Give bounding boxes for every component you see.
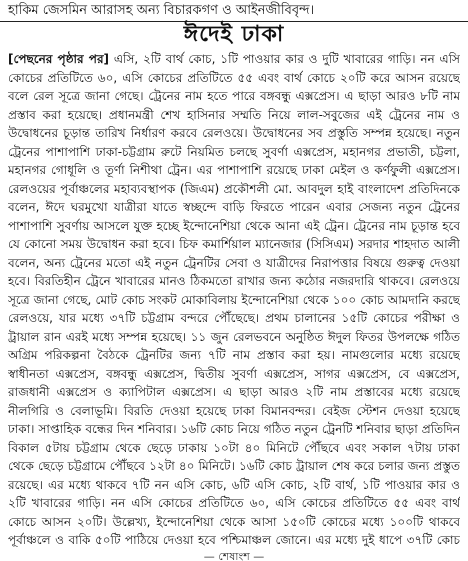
article-paragraph	[8, 50, 460, 550]
article-headline: ঈদেই ঢাকা	[183, 22, 285, 47]
article-text: এসি, ২টি বার্থ কোচ, ১টি পাওয়ার কার ও দুটি খাবারের গাড়ি। নন এসি কোচের প্রতিটিতে ৬০, এসি কোচের প্রতিটিতে ৫৫ এবং বার্থ কোচে ২০টি করে আসন রয়েছে বলে রেল সূত্রে জানা গেছে। ট্রেনের নাম হতে পারে বঙ্গবন্ধু এক্সপ্রেস। এ ছাড়া আরও ৮টি নাম প্রস্তাব করা হয়েছে। প্রধানমন্ত্রী শেখ হাসিনার সম্মতি নিয়ে লাল-সবুজের এই ট্রেনের নাম ও উদ্বোধনের চূড়ান্ত তারিখ নির্ধারণ করবে রেলওয়ে। উদ্বোধনের সব প্রস্তুতি সম্পন্ন হয়েছে। নতুন ট্রেনের পাশাপাশি ঢাকা-চট্টগ্রাম রুটে নিয়মিত চলছে সুবর্ণা এক্সপ্রেস, মহানগর প্রভাতী, চট্টলা, মহানগর গোধূলি ও তূর্ণা নিশীথা ট্রেন। এর পাশাপাশি রয়েছে ঢাকা মেইল ও কর্ণফুলী এক্সপ্রেস। রেলওয়ের পূর্বাঞ্চলের মহাব্যবস্থাপক (জিএম) প্রকৌশলী মো. আবদুল হাই বাংলাদেশ প্রতিদিনকে বলেন, ঈদে ঘরমুখো যাত্রীরা যাতে স্বচ্ছন্দে বাড়ি ফিরতে পারেন এবার সেজন্য নতুন ট্রেনের পাশাপাশি সুবর্ণায় আসলে যুক্ত হচ্ছে ইন্দোনেশিয়া থেকে আনা এই ট্রেন। ট্রেনের নাম চূড়ান্ত হবে যে কোনো সময় উদ্বোধন করা হবে। চিফ কমার্শিয়াল ম্যানেজার (সিসিএম) সরদার শাহদাত আলী বলেন, অন্য ট্রেনের মতো এই নতুন ট্রেনটির সেবা ও যাত্রীদের নিরাপত্তার বিষয়ে গুরুত্ব দেওয়া হবে। বিরতিহীন ট্রেনে খাবারের মানও ঠিকমতো রাখার জন্য কঠোর নজরদারি থাকবে। রেলওয়ে সূত্রে জানা গেছে, মোট কোচ সংকট মোকাবিলায় ইন্দোনেশিয়া থেকে ১০০ কোচ আমদানি করছে রেলওয়ে, যার মধ্যে ৩৭টি চট্টগ্রাম বন্দরে পৌঁছেছে। প্রথম চালানের ১৫টি কোচের পরীক্ষা ও ট্রায়াল রান এরই মধ্যে সম্পন্ন হয়েছে। ১১ জুন রেলভবনে অনুষ্ঠিত ঈদুল ফিতর উপলক্ষে গঠিত অগ্রিম পরিকল্পনা বৈঠকে ট্রেনটির জন্য ৭টি নাম প্রস্তাব করা হয়। নামগুলোর মধ্যে রয়েছে স্বাধীনতা এক্সপ্রেস, বঙ্গবন্ধু এক্সপ্রেস, দ্বিতীয় সুবর্ণা এক্সপ্রেস, সাগর এক্সপ্রেস, বে এক্সপ্রেস, রাজধানী এক্সপ্রেস ও ক্যাপিটাল এক্সপ্রেস। এ ছাড়া আরও ২টি নাম প্রস্তাবের মধ্যে রয়েছে নীলগিরি ও বেলাভূমি। বিরতি দেওয়া হয়েছে ঢাকা বিমানবন্দর। বেইজ স্টেশন দেওয়া হয়েছে ঢাকা। সাপ্তাহিক বন্ধের দিন শনিবার। ১৬টি কোচ নিয়ে গঠিত নতুন ট্রেনটি শনিবার ছাড়া প্রতিদিন বিকাল ৫টায় চট্টগ্রাম থেকে ছেড়ে ঢাকায় ১০টা ৪০ মিনিটে পৌঁছবে এবং সকাল ৭টায় ঢাকা থেকে ছেড়ে চট্টগ্রামে পৌঁছবে ১২টা ৪০ মিনিটে। ১৬টি কোচ ট্রায়াল শেষ করে চলার জন্য প্রস্তুত রয়েছে। এর মধ্যে থাকবে ৭টি নন এসি কোচ, ৬টি এসি কোচ, ২টি বার্থ, ১টি পাওয়ার কার ও ২টি খাবারের গাড়ি। নন এসি কোচের প্রতিটিতে ৬০, এসি কোচের প্রতিটিতে ৫৫ এবং বার্থ কোচে আসন ২০টি। উল্লেখ্য, ইন্দোনেশিয়া থেকে আসা ১৫০টি কোচের মধ্যে ১০০টি থাকবে পূর্বাঞ্চলে ও বাকি ৫০টি পাঠিয়ে দেওয়া হবে পশ্চিমাঞ্চল জোনে। এর মধ্যে দুই ধাপে ৩৭টি কোচ	[8, 52, 460, 547]
article-body	[8, 50, 460, 550]
cut-off-footer-text: — শেষাংশ —	[203, 553, 265, 561]
continued-from-marker: [পেছনের পৃষ্ঠার পর]	[8, 52, 110, 66]
top-caption-line: হাকিম জেসমিন আরাসহ অন্য বিচারকগণ ও আইনজীবিবৃন্দ।	[8, 3, 315, 18]
